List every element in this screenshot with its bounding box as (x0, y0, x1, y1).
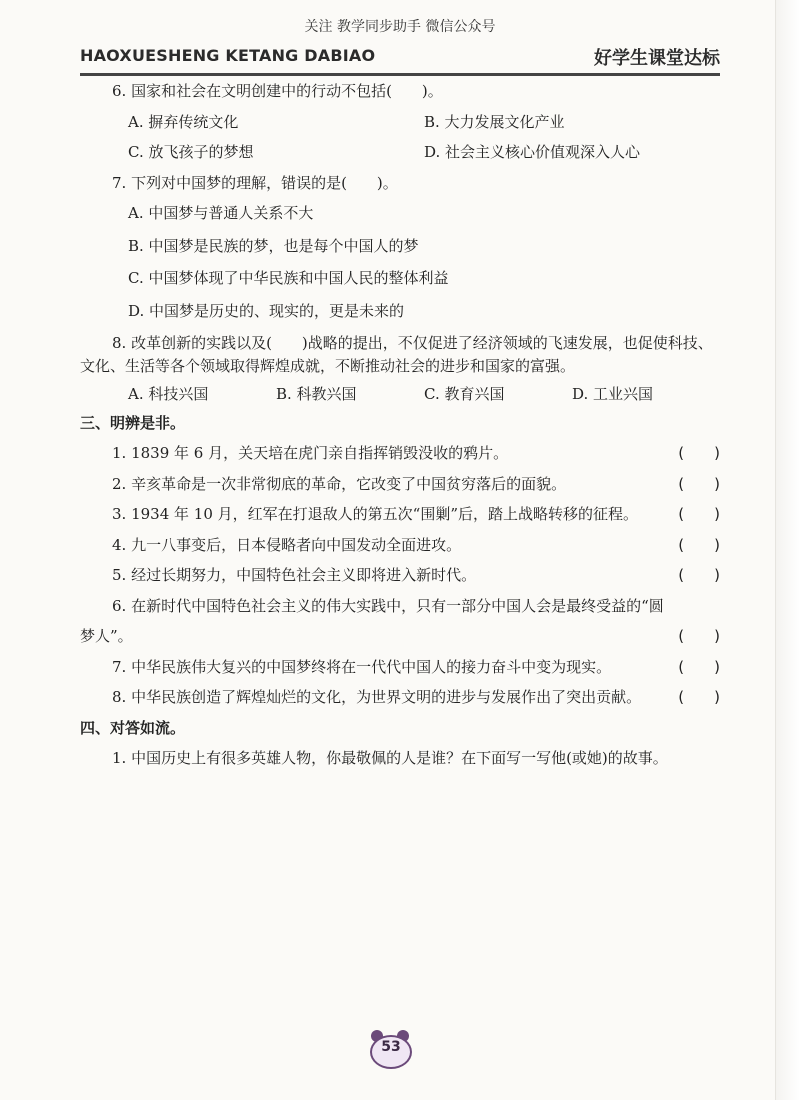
question-6-options (80, 111, 720, 164)
question-6-option-a: A. 摒弃传统文化 (128, 112, 239, 131)
question-8-option-a: A. 科技兴国 (128, 385, 209, 403)
tf-item-7 (112, 656, 720, 679)
page-edge (775, 0, 800, 1100)
section-4-question-1: 1. 中国历史上有很多英雄人物，你最敬佩的人是谁？在下面写一写他(或她)的故事。 (112, 749, 668, 767)
tf-item-8-text: 8. 中华民族创造了辉煌灿烂的文化，为世界文明的进步与发展作出了突出贡献。 (112, 688, 642, 706)
section-3-title: 三、明辨是非。 (80, 413, 186, 432)
tf-item-3-text: 3. 1934 年 10 月，红军在打退敌人的第五次“围剿”后，踏上战略转移的征程。 (112, 505, 638, 523)
question-8-option-c: C. 教育兴国 (424, 385, 505, 403)
tf-item-8 (112, 686, 720, 709)
question-6-stem: 6. 国家和社会在文明创建中的行动不包括( )。 (112, 82, 443, 100)
true-false-list-continued (80, 656, 720, 709)
answer-parentheses[interactable]: ( ) (678, 688, 720, 706)
header-chinese-title: 好学生课堂达标 (594, 48, 720, 69)
tf-item-5 (112, 564, 720, 587)
tf-item-1 (112, 442, 720, 465)
tf-item-6-text-continued: 梦人”。 (80, 627, 133, 645)
question-6-option-d: D. 社会主义核心价值观深入人心 (424, 143, 641, 161)
tf-item-3 (112, 503, 720, 526)
tf-item-6-text: 6. 在新时代中国特色社会主义的伟大实践中，只有一部分中国人会是最终受益的“圆 (112, 596, 664, 615)
question-8 (80, 332, 720, 406)
question-7-option-a: A. 中国梦与普通人关系不大 (128, 204, 314, 222)
question-8-option-b: B. 科教兴国 (276, 385, 357, 403)
question-7 (80, 172, 720, 323)
tf-item-1-text: 1. 1839 年 6 月，关天培在虎门亲自指挥销毁没收的鸦片。 (112, 444, 509, 462)
question-7-options (80, 202, 720, 322)
tf-item-6-line-1 (112, 595, 720, 618)
question-8-option-d: D. 工业兴国 (572, 385, 654, 403)
page-number-badge (365, 1030, 415, 1070)
answer-parentheses[interactable]: ( ) (678, 474, 720, 493)
content-area (80, 80, 720, 778)
question-8-stem: 8. 改革创新的实践以及( )战略的提出，不仅促进了经济领域的飞速发展，也促使科技、文化、生活等各个领域取得辉煌成就，不断推动社会的进步和国家的富强。 (80, 334, 713, 375)
question-7-option-c: C. 中国梦体现了中华民族和中国人民的整体利益 (128, 269, 449, 287)
answer-parentheses[interactable]: ( ) (678, 444, 720, 462)
header-pinyin-title: HAOXUESHENG KETANG DABIAO (80, 46, 376, 65)
question-6 (80, 80, 720, 164)
question-6-option-b: B. 大力发展文化产业 (424, 112, 565, 131)
tf-item-6-line-2 (80, 625, 720, 648)
question-7-option-d: D. 中国梦是历史的、现实的，更是未来的 (128, 301, 405, 320)
tf-item-2-text: 2. 辛亥革命是一次非常彻底的革命，它改变了中国贫穷落后的面貌。 (112, 474, 567, 493)
answer-parentheses[interactable]: ( ) (678, 535, 720, 554)
answer-parentheses[interactable]: ( ) (678, 505, 720, 523)
question-6-option-c: C. 放飞孩子的梦想 (128, 143, 254, 161)
answer-parentheses[interactable]: ( ) (678, 657, 720, 676)
answer-parentheses[interactable]: ( ) (678, 627, 720, 645)
question-7-option-b: B. 中国梦是民族的梦，也是每个中国人的梦 (128, 236, 419, 255)
question-8-options (80, 383, 720, 406)
header-rule (80, 73, 720, 76)
tf-item-5-text: 5. 经过长期努力，中国特色社会主义即将进入新时代。 (112, 566, 477, 584)
section-4-title: 四、对答如流。 (80, 718, 186, 737)
question-7-stem: 7. 下列对中国梦的理解，错误的是( )。 (112, 173, 398, 192)
running-header (80, 44, 720, 74)
tf-item-4-text: 4. 九一八事变后，日本侵略者向中国发动全面进攻。 (112, 535, 462, 554)
tf-item-2 (112, 473, 720, 496)
page-number: 53 (381, 1039, 401, 1055)
true-false-list (80, 442, 720, 617)
answer-parentheses[interactable]: ( ) (678, 566, 720, 584)
watermark-text: 关注 教学同步助手 微信公众号 (304, 19, 496, 35)
tf-item-7-text: 7. 中华民族伟大复兴的中国梦终将在一代代中国人的接力奋斗中变为现实。 (112, 657, 612, 676)
tf-item-4 (112, 534, 720, 557)
